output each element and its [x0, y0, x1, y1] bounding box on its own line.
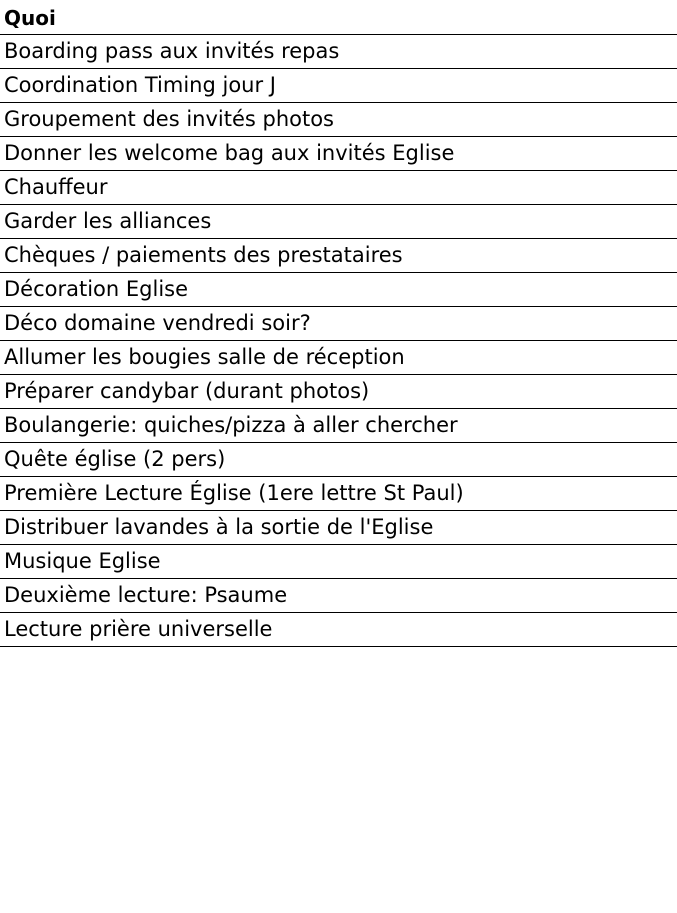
- task-cell: Boarding pass aux invités repas: [0, 35, 677, 69]
- task-cell: Lecture prière universelle: [0, 613, 677, 647]
- task-cell: Garder les alliances: [0, 205, 677, 239]
- table-row: [0, 103, 677, 137]
- table-row: [0, 409, 677, 443]
- table-row: [0, 375, 677, 409]
- table-row: [0, 613, 677, 647]
- table-row: [0, 35, 677, 69]
- task-cell: Chèques / paiements des prestataires: [0, 239, 677, 273]
- task-cell: Boulangerie: quiches/pizza à aller chercher: [0, 409, 677, 443]
- table-row: [0, 545, 677, 579]
- task-cell: Première Lecture Église (1ere lettre St Paul): [0, 477, 677, 511]
- table-row: [0, 443, 677, 477]
- task-cell: Musique Eglise: [0, 545, 677, 579]
- task-cell: Deuxième lecture: Psaume: [0, 579, 677, 613]
- task-cell: Groupement des invités photos: [0, 103, 677, 137]
- table-row: [0, 69, 677, 103]
- table-header-row: [0, 0, 677, 35]
- table-row: [0, 579, 677, 613]
- task-cell: Donner les welcome bag aux invités Eglise: [0, 137, 677, 171]
- task-cell: Quête église (2 pers): [0, 443, 677, 477]
- table-row: [0, 341, 677, 375]
- table-row: [0, 511, 677, 545]
- table-header: [0, 0, 677, 35]
- table-row: [0, 171, 677, 205]
- task-cell: Préparer candybar (durant photos): [0, 375, 677, 409]
- task-cell: Distribuer lavandes à la sortie de l'Eglise: [0, 511, 677, 545]
- table-row: [0, 273, 677, 307]
- column-header-quoi: Quoi: [0, 0, 677, 35]
- task-cell: Déco domaine vendredi soir?: [0, 307, 677, 341]
- table-row: [0, 137, 677, 171]
- table-row: [0, 307, 677, 341]
- table-row: [0, 239, 677, 273]
- task-cell: Allumer les bougies salle de réception: [0, 341, 677, 375]
- table-row: [0, 477, 677, 511]
- task-cell: Chauffeur: [0, 171, 677, 205]
- task-cell: Décoration Eglise: [0, 273, 677, 307]
- task-cell: Coordination Timing jour J: [0, 69, 677, 103]
- table-body: [0, 35, 677, 647]
- table-row: [0, 205, 677, 239]
